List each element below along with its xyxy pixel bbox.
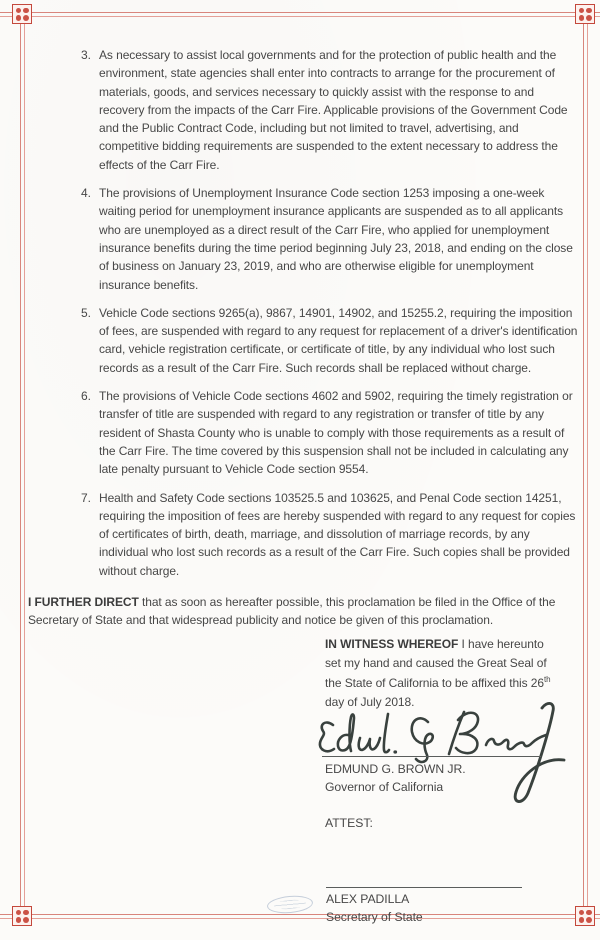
list-item-text: Vehicle Code sections 9265(a), 9867, 14901, 14902, and 15255.2, requiring the imposition of fees, are suspended with regard to any request for replacement of a driver's identification card, vehicle registration certificate, or certificate of title, by any individual who lost such records as a result of the Carr Fire. Such records shall be replaced without charge.: [99, 305, 578, 375]
list-item-number: 6.: [81, 389, 91, 404]
witness-lead: IN WITNESS WHEREOF: [325, 637, 459, 651]
list-item-4: [28, 184, 578, 294]
list-item-number: 5.: [81, 305, 91, 320]
witness-line-1: IN WITNESS WHEREOF I have hereunto: [325, 637, 544, 651]
governor-title: Governor of California: [325, 779, 444, 794]
witness-line-2: set my hand and caused the Great Seal of: [325, 656, 547, 671]
secretary-name: ALEX PADILLA: [326, 892, 410, 906]
border-corner-ornament-icon: [12, 4, 32, 24]
proclamation-body: [28, 46, 578, 630]
ordinal-superscript: th: [544, 674, 551, 684]
list-item-text: As necessary to assist local governments and for the protection of public health and the environment, state agencies shall enter into contracts to arrange for the procurement of materials, goods, and services necessary to quickly assist with the response to and recovery from the impacts of the Carr Fire. Applicable provisions of the Government Code and the Public Contract Code, including but not limited to travel, advertising, and competitive bidding requirements are suspended to the extent necessary to address the effects of the Carr Fire.: [99, 48, 568, 172]
further-direct-paragraph: [28, 593, 578, 630]
list-item-text: Health and Safety Code sections 103525.5 and 103625, and Penal Code section 14251, requiring the imposition of fees are hereby suspended with regard to any request for copies of certificates of birth, death, marriage, and dissolution of marriage records, by any individual who lost such records as a result of the Carr Fire. Such copies shall be provided without charge.: [99, 490, 576, 578]
list-item-3: [28, 46, 578, 174]
secretary-signature-block: [326, 891, 423, 926]
further-direct-lead: I FURTHER DIRECT: [28, 595, 139, 610]
list-item-number: 7.: [81, 490, 91, 505]
border-corner-ornament-icon: [575, 4, 595, 24]
list-item-number: 4.: [81, 186, 91, 201]
border-corner-ornament-icon: [12, 906, 32, 926]
secretary-title: Secretary of State: [326, 909, 423, 924]
border-corner-ornament-icon: [575, 906, 595, 926]
list-item-text: The provisions of Vehicle Code sections 4602 and 5902, requiring the timely registration or transfer of title are suspended with regard to any registration or transfer of title by any resident of Shasta County who is unable to comply with those requirements as a result of the Carr Fire. The time covered by this suspension shall not be included in calculating any late penalty pursuant to Vehicle Code section 9554.: [99, 389, 573, 477]
witness-line-3: the State of California to be affixed this 26th: [325, 674, 551, 690]
signature-line: [322, 756, 541, 757]
governor-name: EDMUND G. BROWN JR.: [325, 762, 466, 776]
frame-top-line: [0, 12, 600, 17]
list-item-6: [28, 387, 578, 478]
witness-line-4: day of July 2018.: [325, 695, 415, 710]
governor-signature-icon: [318, 700, 570, 818]
list-item-number: 3.: [81, 48, 91, 62]
further-direct-text: that as soon as hereafter possible, this proclamation be filed in the Office of the Secretary of State and that widespread publicity and notice be given of this proclamation.: [28, 595, 556, 628]
frame-left-line: [20, 13, 25, 917]
frame-right-line: [583, 13, 588, 917]
attest-label: ATTEST:: [325, 816, 373, 830]
faint-oval-stamp-icon: [266, 894, 313, 915]
list-item-5: [28, 304, 578, 377]
governor-signature-block: [325, 761, 466, 796]
list-item-7: [28, 489, 578, 580]
frame-bottom-line: [0, 914, 600, 919]
secretary-signature-line: [326, 887, 522, 888]
list-item-text: The provisions of Unemployment Insurance Code section 1253 imposing a one-week waiting period for unemployment insurance applicants are suspended as to all applicants who are unemployed as a direct result of the Carr Fire, who applied for unemployment insurance benefits during the time period beginning July 23, 2018, and ending on the close of business on January 23, 2019, and who are otherwise eligible for unemployment insurance benefits.: [99, 186, 573, 292]
